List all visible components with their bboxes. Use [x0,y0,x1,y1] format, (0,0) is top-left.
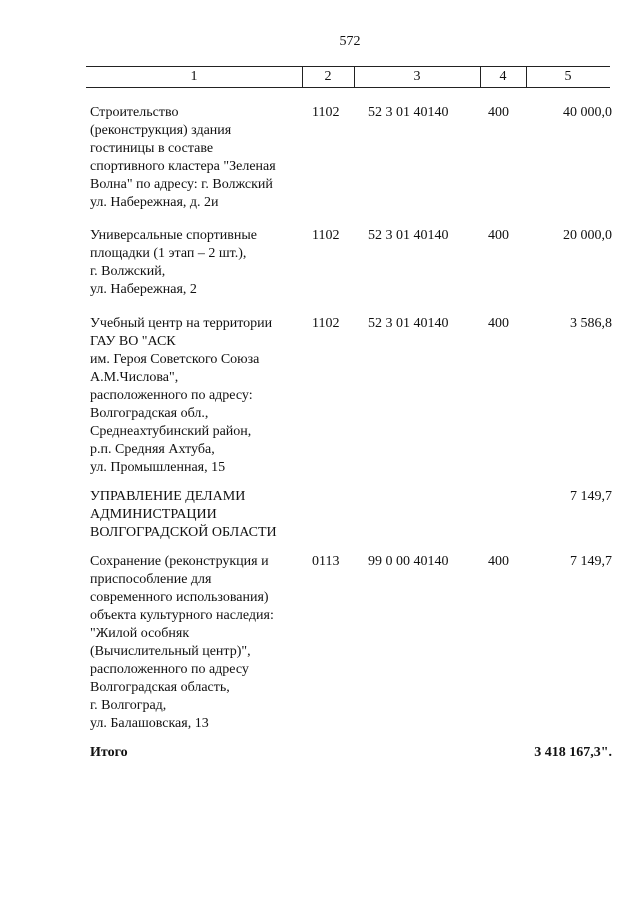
row-amount: 7 149,7 [570,489,612,504]
row-name: УПРАВЛЕНИЕ ДЕЛАМИ АДМИНИСТРАЦИИ ВОЛГОГРАДСКОЙ ОБЛАСТИ [90,489,277,540]
row-amount: 40 000,0 [563,105,612,120]
page-number: 572 [339,34,361,49]
row-article: 52 3 01 40140 [368,228,449,243]
total-value: 3 418 167,3". [534,745,612,760]
row-article: 99 0 00 40140 [368,554,449,569]
row-name: Строительство (реконструкция) здания гостиницы в составе спортивного кластера "Зеленая Волна" по адресу: г. Волжский ул. Набережная, д. 2и [90,105,276,210]
row-name: Учебный центр на территории ГАУ ВО "АСК им. Героя Советского Союза А.М.Числова", расположенного по адресу: Волгоградская обл., Среднеахтубинский район, р.п. Средняя Ахтуба, ул. Промышленная, 15 [90,316,273,475]
row-code: 0113 [312,554,340,569]
row-code: 1102 [312,316,340,331]
row-type: 400 [488,316,509,331]
table-header [86,66,610,88]
row-code: 1102 [312,228,340,243]
row-article: 52 3 01 40140 [368,316,449,331]
row-type: 400 [488,228,509,243]
header-col-4: 4 [499,69,507,84]
row-code: 1102 [312,105,340,120]
row-type: 400 [488,105,509,120]
row-name: Сохранение (реконструкция и приспособление для современного использования) объекта культурного наследия: "Жилой особняк (Вычислительный центр)", расположенного по адресу Волгоградская область, г. Волгоград, ул. Балашовская, 13 [90,554,274,731]
header-col-3: 3 [413,69,421,84]
row-amount: 3 586,8 [570,316,612,331]
row-amount: 7 149,7 [570,554,612,569]
header-col-5: 5 [564,69,572,84]
total-label: Итого [90,745,128,760]
row-type: 400 [488,554,509,569]
row-amount: 20 000,0 [563,228,612,243]
header-col-2: 2 [324,69,332,84]
row-article: 52 3 01 40140 [368,105,449,120]
row-name: Универсальные спортивные площадки (1 этап – 2 шт.), г. Волжский, ул. Набережная, 2 [90,228,257,297]
header-col-1: 1 [190,69,198,84]
